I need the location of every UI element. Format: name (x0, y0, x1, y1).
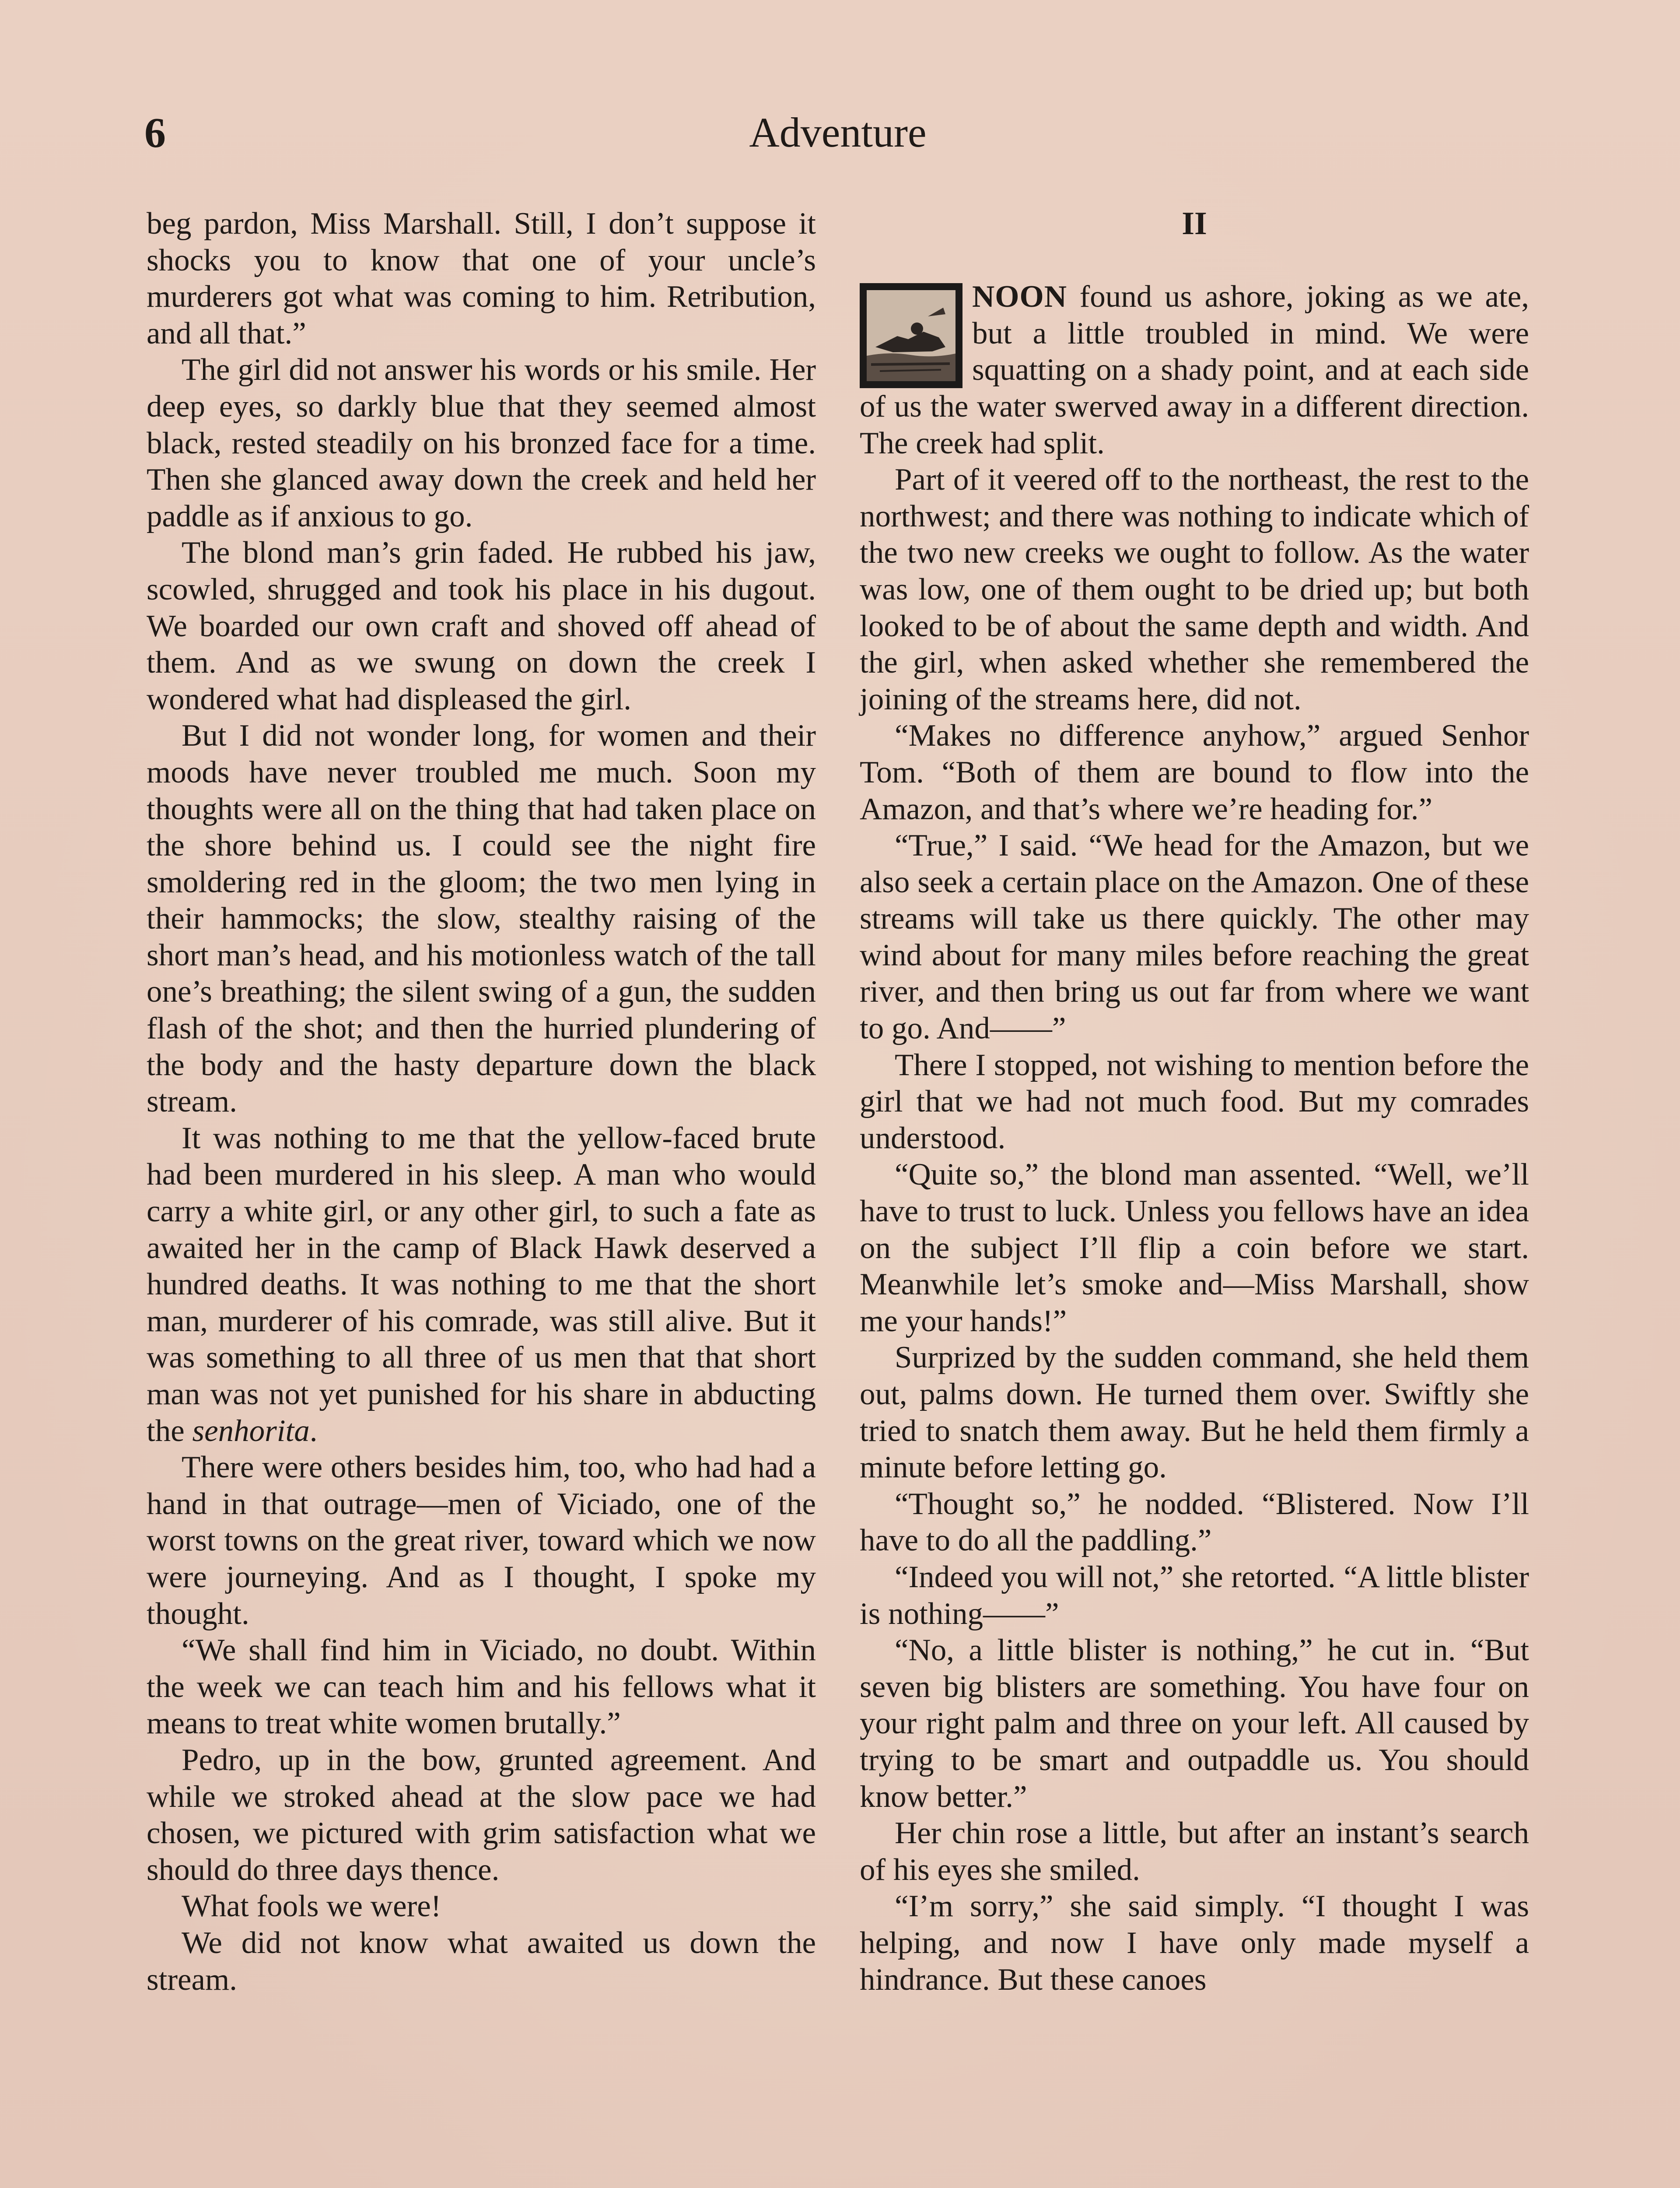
paragraph: But I did not wonder long, for women and their moods have never troubled me much. Soon my thoughts were all on the thing that had taken place on the shore behind us. I could see the night fire smoldering red in the gloom; the two men lying in their hammocks; the slow, stealthy raising of the short man’s head, and his motionless watch of the tall one’s breathing; the silent swing of a gun, the sudden flash of the shot; and then the hurried plundering of the body and the hasty departure down the black stream. (147, 719, 816, 1119)
paragraph (147, 1120, 816, 1449)
paragraph: “True,” I said. “We head for the Amazon, but we also seek a certain place on the Amazon. One of these streams will take us there quickly. The other may wind about for many miles before reaching the great river, and then bring us out far from where we want to go. And——” (860, 828, 1529, 1046)
dropcap-word: NOON (972, 280, 1067, 314)
paragraph: Pedro, up in the bow, grunted agreement. And while we stroked ahead at the slow pace we had chosen, we pictured with grim satisfaction what we should do three days thence. (147, 1743, 816, 1887)
paragraph: There I stopped, not wishing to mention before the girl that we had not much food. But my comrades understood. (860, 1048, 1529, 1155)
left-column (147, 206, 816, 1998)
paragraph: The girl did not answer his words or his smile. Her deep eyes, so darkly blue that they seemed almost black, rested steadily on his bronzed face for a time. Then she glanced away down the creek and held her paddle as if anxious to go. (147, 353, 816, 533)
page-header (144, 109, 1531, 173)
paragraph: “Indeed you will not,” she retorted. “A little blister is nothing——” (860, 1560, 1529, 1631)
paragraph-text: found us ashore, joking as we ate, but a little troubled in mind. We were squatting on a shady point, and at each side of us the water swerved away in a different direction. The creek had split. (860, 280, 1529, 460)
paragraph: Her chin rose a little, but after an instant’s search of his eyes she smiled. (860, 1816, 1529, 1887)
paragraph-trail: . (309, 1413, 318, 1448)
paragraph: “Makes no difference anyhow,” argued Senhor Tom. “Both of them are bound to flow into the Amazon, and that’s where we’re heading for.” (860, 719, 1529, 826)
paragraph: There were others besides him, too, who had had a hand in that outrage—men of Viciado, one of the worst towns on the great river, toward which we now were journeying. And as I thought, I spoke my thought. (147, 1450, 816, 1631)
page-number: 6 (144, 109, 166, 157)
paragraph: “Thought so,” he nodded. “Blistered. Now I’ll have to do all the paddling.” (860, 1487, 1529, 1558)
paragraph: What fools we were! (182, 1889, 441, 1924)
paragraph: Part of it veered off to the northeast, the rest to the northwest; and there was nothing to indicate which of the two new creeks we ought to follow. As the water was low, one of them ought to be dried up; but both looked to be of about the same depth and width. And the girl, when asked whether she remembered the joining of the streams here, did not. (860, 463, 1529, 716)
paragraph-text: It was nothing to me that the yellow-faced brute had been murdered in his sleep. A man who would carry a white girl, or any other girl, to such a fate as awaited her in the camp of Black Hawk deserved a hundred deaths. It was nothing to me that the short man, murderer of his comrade, was still alive. But it was something to all three of us men that that short man was not yet punished for his share in abducting the (147, 1121, 816, 1448)
section-heading: II (1182, 206, 1207, 242)
paragraph: Surprized by the sudden command, she held them out, palms down. He turned them over. Swiftly she tried to snatch them away. But he held them firmly a minute before letting go. (860, 1340, 1529, 1485)
right-column (860, 206, 1529, 1998)
running-title: Adventure (749, 109, 927, 156)
paragraph: “We shall find him in Viciado, no doubt. Within the week we can teach him and his fellows what it means to treat white women brutally.” (147, 1633, 816, 1741)
dropcap-illustration-icon (860, 283, 962, 388)
paragraph: beg pardon, Miss Marshall. Still, I don’t suppose it shocks you to know that one of your uncle’s murderers got what was coming to him. Retribution, and all that.” (147, 207, 816, 351)
opening-paragraph (860, 279, 1529, 462)
paragraph: “Quite so,” the blond man assented. “Well, we’ll have to trust to luck. Unless you fellows have an idea on the subject I’ll flip a coin before we start. Meanwhile let’s smoke and—Miss Marshall, show me your hands!” (860, 1157, 1529, 1338)
paragraph: The blond man’s grin faded. He rubbed his jaw, scowled, shrugged and took his place in his dugout. We boarded our own craft and shoved off ahead of them. And as we swung on down the creek I wondered what had displeased the girl. (147, 536, 816, 716)
paragraph: “I’m sorry,” she said simply. “I thought I was helping, and now I have only made myself a hindrance. But these canoes (860, 1889, 1529, 1997)
paragraph: We did not know what awaited us down the stream. (147, 1925, 816, 1997)
paragraph: “No, a little blister is nothing,” he cut in. “But seven big blisters are something. You have four on your right palm and three on your left. All caused by trying to be smart and outpaddle us. You should know better.” (860, 1633, 1529, 1814)
italic-word: senhorita (192, 1413, 310, 1448)
